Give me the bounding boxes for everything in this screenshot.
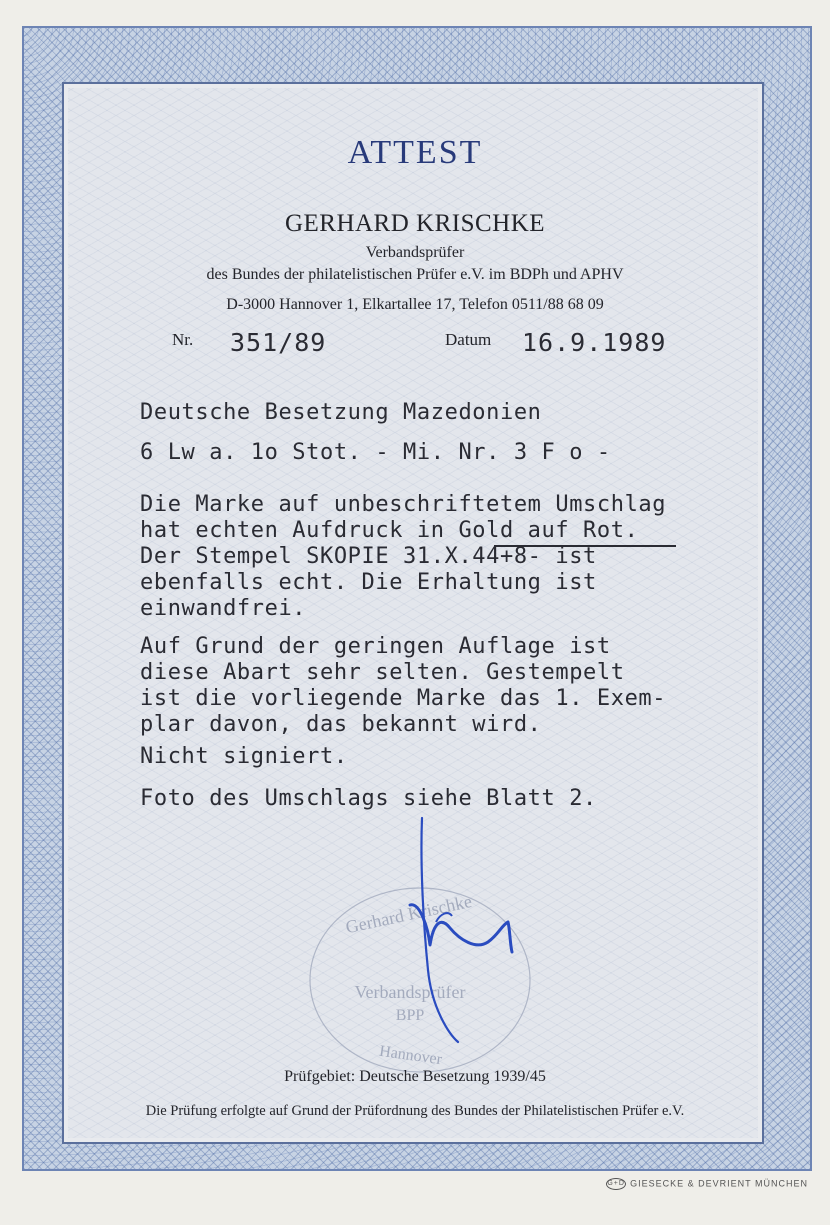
stamp-name: Gerhard Krischke (343, 890, 474, 938)
body-line: Nicht signiert. (140, 744, 348, 769)
printer-logo: G+D (606, 1178, 626, 1190)
examiner-role: Verbandsprüfer (365, 244, 465, 261)
date-value: 16.9.1989 (522, 328, 667, 357)
body-line: ebenfalls echt. Die Erhaltung ist (140, 570, 597, 595)
printer-imprint (606, 1178, 808, 1190)
handwritten-signature (380, 810, 540, 1050)
printer-name: GIESECKE & DEVRIENT MÜNCHEN (630, 1178, 808, 1189)
nr-label: Nr. (172, 330, 194, 349)
examination-note: Die Prüfung erfolgte auf Grund der Prüfordnung des Bundes der Philatelistischen Prüfer e.V. (145, 1103, 685, 1119)
body-line: einwandfrei. (140, 596, 307, 621)
examination-scope: Prüfgebiet: Deutsche Besetzung 1939/45 (284, 1068, 546, 1085)
body-line: Auf Grund der geringen Auflage ist (140, 634, 611, 659)
body-line: diese Abart sehr selten. Gestempelt (140, 660, 625, 685)
body-line: Deutsche Besetzung Mazedonien (140, 400, 542, 425)
examiner-name: GERHARD KRISCHKE (284, 210, 546, 237)
association-line: des Bundes der philatelistischen Prüfer e.V. im BDPh und APHV (206, 266, 624, 283)
stamp-city: Hannover (378, 1042, 444, 1069)
body-line: ist die vorliegende Marke das 1. Exem- (140, 686, 667, 711)
stamp-abbr: BPP (395, 1007, 425, 1024)
nr-value: 351/89 (230, 328, 327, 357)
address-line: D-3000 Hannover 1, Elkartallee 17, Telefon 0511/88 68 09 (226, 296, 604, 313)
body-line: Die Marke auf unbeschriftetem Umschlag (140, 492, 667, 517)
body-line: hat echten Aufdruck in Gold auf Rot. (140, 518, 639, 543)
stamp-title: Verbandsprüfer (354, 982, 466, 1002)
date-label: Datum (445, 330, 492, 349)
body-line: 6 Lw a. 1o Stot. - Mi. Nr. 3 F o - (140, 440, 611, 465)
body-line: plar davon, das bekannt wird. (140, 712, 542, 737)
body-line: Foto des Umschlags siehe Blatt 2. (140, 786, 597, 811)
body-line: Der Stempel SKOPIE 31.X.44+8- ist (140, 544, 597, 569)
certificate-title: ATTEST (347, 134, 483, 171)
